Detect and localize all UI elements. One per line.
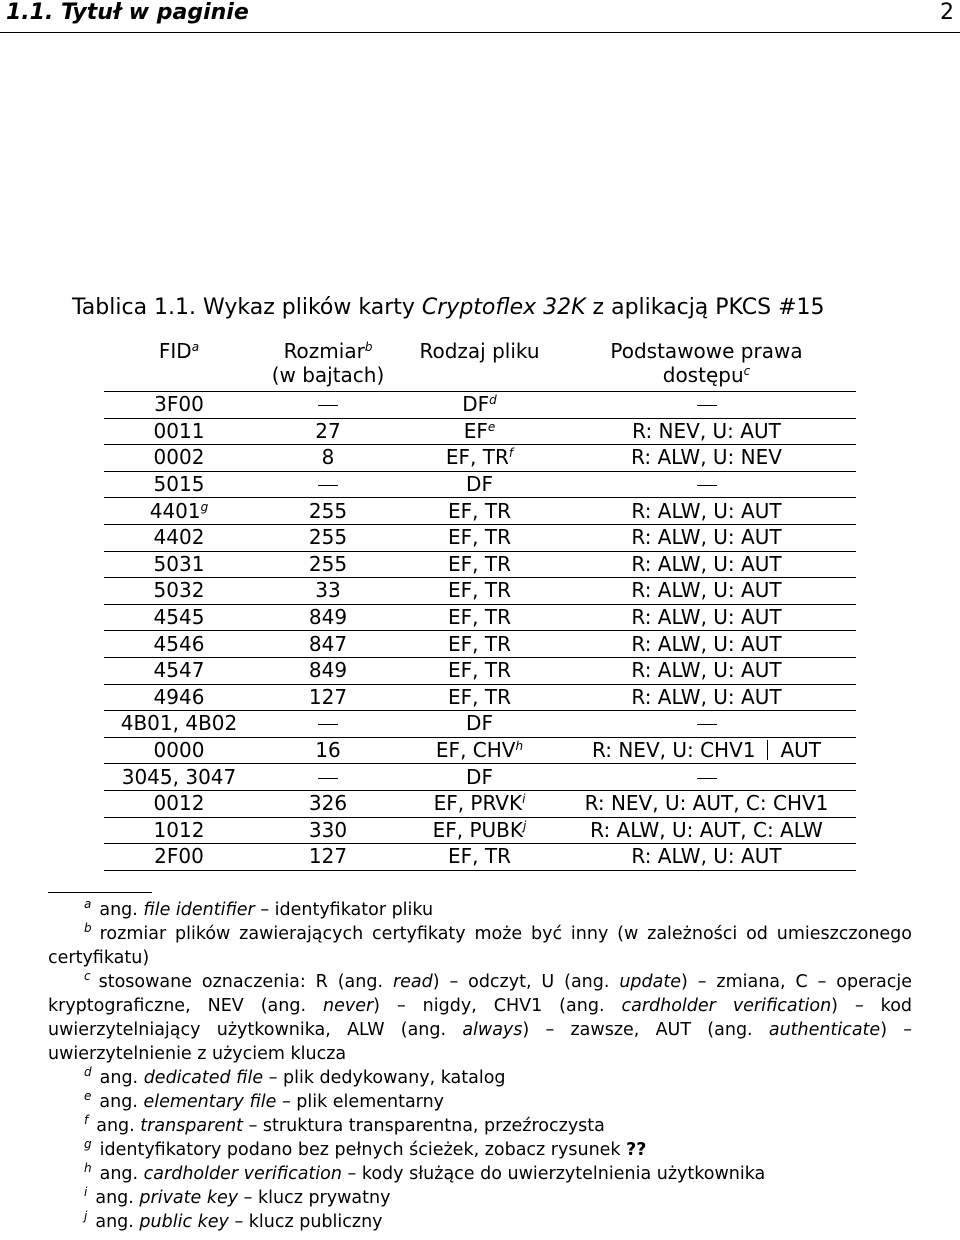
table-row [104,631,856,658]
cell-type [402,844,557,871]
table-caption [72,295,825,320]
footnote-ref: h [515,739,524,754]
cell-rights [557,578,856,605]
footnote-mark: e [84,1089,92,1103]
cell-rights [557,498,856,525]
table-row [104,657,856,684]
footnote-term: dedicated file [143,1068,264,1088]
table-body [104,392,856,871]
footnote-rule [48,892,152,893]
cell-text: 4402 [153,525,205,550]
footnote-d [48,1066,912,1090]
table-row [104,764,856,791]
footnote-term: private key [139,1188,239,1208]
cell-text: EF, TR [445,445,509,470]
cell-type [402,524,557,551]
cell-text: R: ALW, U: AUT [631,525,782,550]
footnote-ref: g [200,499,209,514]
cell-size [254,711,402,738]
cell-type [402,418,557,445]
page-number: 2 [940,0,954,25]
cell-size [254,764,402,791]
table-row [104,498,856,525]
cell-text: R: ALW, U: AUT [631,844,782,869]
table-row [104,790,856,817]
cell-fid [104,524,254,551]
footnote-text: ) – odczyt, U (ang. [432,972,620,992]
caption-prefix: Tablica 1.1. Wykaz plików karty [72,295,422,320]
cell-text: 849 [308,605,348,630]
footnote-ref: d [489,393,497,408]
cell-type [402,790,557,817]
cell-text: R: ALW, U: NEV [631,445,782,470]
cell-rights [557,711,856,738]
footnote-text: rozmiar plików zawierających certyfikaty może być inny (w zależności od umieszczonego certyfikatu) [48,924,912,968]
footnote-h [48,1162,912,1186]
cell-type [402,711,557,738]
footnote-mark: b [84,921,92,935]
cell-size [254,524,402,551]
footnote-text: – struktura transparentna, przeźroczysta [243,1116,605,1136]
cell-text: 4547 [153,658,205,683]
header-rights-label-2: dostępu [662,363,744,387]
cell-text: 5015 [153,472,205,497]
cell-rights [557,790,856,817]
footnote-ref: b [364,340,373,354]
dash [318,485,338,486]
footnote-text: ) – zawsze, AUT (ang. [522,1020,769,1040]
cell-size [254,418,402,445]
footnote-term: authenticate [768,1020,881,1040]
cell-text: 326 [308,791,348,816]
footnote-mark: a [84,897,92,911]
footnote-text: stosowane oznaczenia: R (ang. [98,972,393,992]
cell-text: R: NEV, U: AUT, C: CHV1 [584,791,829,816]
cell-rights [557,392,856,419]
cell-text: 4401 [149,498,201,523]
cell-text: 847 [308,631,348,656]
cell-rights [557,684,856,711]
footnote-term: always [462,1020,523,1040]
cell-size [254,844,402,871]
cell-text: 5031 [153,551,205,576]
footnote-text: ang. [99,1068,144,1088]
footnote-mark: c [84,969,91,983]
footnote-ref: e [487,419,496,434]
table-row [104,524,856,551]
footnotes [48,898,912,1234]
cell-text: 4545 [153,605,205,630]
footnote-text: ang. [95,1188,140,1208]
header-type-label: Rodzaj pliku [419,339,540,363]
table-header-row [104,338,856,392]
cell-text: R: ALW, U: AUT [631,658,782,683]
footnote-term: file identifier [143,900,255,920]
cell-text: EF, PRVK [433,791,523,816]
footnote-b [48,922,912,970]
cell-rights [557,631,856,658]
footnote-e [48,1090,912,1114]
cell-text: EF, TR [448,605,511,630]
footnote-text: ) – zmiana, C – operacje kryptograficzne, NEV (ang. [48,972,913,1016]
cell-fid [104,498,254,525]
cell-text: DF [462,392,490,417]
footnote-term: cardholder verification [143,1164,342,1184]
cell-rights [557,418,856,445]
footnote-text: ) – nigdy, CHV1 (ang. [373,996,622,1016]
cell-text: EF, TR [448,844,511,869]
footnote-text: ?? [626,1140,647,1160]
dash [318,778,338,779]
footnote-text: – klucz prywatny [238,1188,391,1208]
cell-type [402,551,557,578]
cell-fid [104,471,254,498]
cell-rights [557,737,856,764]
cell-text: 4546 [153,631,205,656]
dash [697,405,717,406]
footnote-mark: j [84,1209,88,1223]
cell-text: 0012 [153,791,205,816]
cell-text: DF [466,711,493,736]
cell-fid [104,578,254,605]
cell-text: 8 [321,445,335,470]
cell-text: EF, CHV [435,738,516,763]
dash [697,485,717,486]
cell-text: EF, TR [448,631,511,656]
footnote-term: elementary file [143,1092,277,1112]
cell-fid [104,790,254,817]
cell-fid [104,817,254,844]
footnote-mark: g [84,1137,92,1151]
cell-type [402,684,557,711]
cell-text: 1012 [153,817,205,842]
table-row [104,817,856,844]
table-row [104,844,856,871]
cell-text: 16 [315,738,341,763]
footnote-text: identyfikatory podano bez pełnych ścieżek, zobacz rysunek [99,1140,627,1160]
cell-text: EF, TR [448,498,511,523]
cell-text: 5032 [153,578,205,603]
dash [697,724,717,725]
footnote-term: read [392,972,433,992]
cell-type [402,445,557,472]
footnote-i [48,1186,912,1210]
cell-rights [557,471,856,498]
cell-text: 255 [308,498,348,523]
cell-text: DF [466,764,493,789]
dash [318,405,338,406]
cell-text: 255 [308,551,348,576]
header-rights-label: Podstawowe prawa [610,339,803,363]
cell-rights [557,657,856,684]
footnote-ref: c [743,364,751,378]
cell-fid [104,737,254,764]
footnote-text: – klucz publiczny [228,1212,383,1232]
cell-rights [557,844,856,871]
alternative-bar [767,740,768,760]
table-row [104,392,856,419]
caption-suffix: z aplikacją PKCS #15 [585,295,825,320]
footnote-mark: h [84,1161,92,1175]
table-row [104,684,856,711]
cell-size [254,817,402,844]
footnote-text: – identyfikator pliku [254,900,434,920]
cell-text: AUT [780,738,822,763]
cell-size [254,631,402,658]
cell-type [402,392,557,419]
footnote-term: transparent [140,1116,244,1136]
cell-text: 0000 [153,738,205,763]
footnote-ref: f [508,446,514,461]
cell-type [402,604,557,631]
cell-size [254,737,402,764]
footnote-text: – plik dedykowany, katalog [263,1068,506,1088]
cell-type [402,657,557,684]
cell-rights [557,524,856,551]
cell-type [402,631,557,658]
cell-text: R: NEV, U: CHV1 [591,738,756,763]
cell-text: 255 [308,525,348,550]
table-row [104,551,856,578]
caption-italic: Cryptoflex 32K [421,295,586,320]
cell-text: 4946 [153,684,205,709]
header-type [402,338,557,392]
cell-size [254,604,402,631]
cell-fid [104,764,254,791]
footnote-text: ) – uwierzytelnienie z użyciem klucza [48,1020,913,1064]
header-fid-label: FID [158,339,192,363]
footnote-c [48,970,912,1066]
cell-size [254,392,402,419]
footnote-text: – kody służące do uwierzytelnienia użytkownika [341,1164,766,1184]
cell-rights [557,551,856,578]
header-fid [104,338,254,392]
cell-size [254,551,402,578]
cell-text: R: ALW, U: AUT [631,605,782,630]
cell-text: EF [463,418,488,443]
cell-text: EF, TR [448,658,511,683]
footnote-mark: i [84,1185,88,1199]
cell-fid [104,631,254,658]
cell-size [254,578,402,605]
cell-text: 3F00 [154,392,204,417]
cell-fid [104,684,254,711]
table-row [104,578,856,605]
running-title: 1.1. Tytuł w paginie [6,0,249,25]
footnote-ref: i [522,792,526,807]
footnote-text: ang. [99,900,144,920]
footnote-g [48,1138,912,1162]
footnote-text: ) – kod uwierzytelniający użytkownika, ALW (ang. [48,996,913,1040]
header-size-unit: (w bajtach) [271,363,385,387]
header-size [254,338,402,392]
cell-type [402,817,557,844]
cell-text: EF, TR [448,578,511,603]
cell-text: 127 [308,684,348,709]
cell-text: R: ALW, U: AUT [631,551,782,576]
cell-size [254,445,402,472]
cell-size [254,471,402,498]
footnote-term: cardholder verification [621,996,832,1016]
cell-text: 0011 [153,418,205,443]
cell-text: 330 [308,817,348,842]
cell-fid [104,445,254,472]
cell-type [402,498,557,525]
cell-fid [104,551,254,578]
cell-type [402,471,557,498]
cell-text: EF, TR [448,684,511,709]
cell-text: 2F00 [154,844,204,869]
cell-size [254,790,402,817]
footnote-term: public key [139,1212,229,1232]
footnote-text: – plik elementarny [276,1092,445,1112]
cell-text: R: NEV, U: AUT [632,418,781,443]
cell-fid [104,657,254,684]
footnote-mark: f [84,1113,89,1127]
footnote-f [48,1114,912,1138]
cell-rights [557,764,856,791]
footnote-text: ang. [99,1164,144,1184]
cell-text: 0002 [153,445,205,470]
table-row [104,418,856,445]
cell-fid [104,604,254,631]
cell-text: DF [466,472,493,497]
header-size-label: Rozmiar [283,339,365,363]
cell-fid [104,418,254,445]
cell-text: 3045, 3047 [121,764,237,789]
dash [318,724,338,725]
footnote-ref: a [191,340,200,354]
footnote-mark: d [84,1065,92,1079]
table-row [104,604,856,631]
cell-size [254,498,402,525]
cell-fid [104,844,254,871]
footnote-text: ang. [95,1212,140,1232]
dash [697,778,717,779]
cell-text: R: ALW, U: AUT [631,578,782,603]
cell-fid [104,392,254,419]
cell-rights [557,604,856,631]
table-row [104,737,856,764]
cell-text: EF, TR [448,525,511,550]
table-row [104,711,856,738]
cell-type [402,764,557,791]
cell-text: 33 [315,578,341,603]
header-rights [557,338,856,392]
footnote-text: ang. [99,1092,144,1112]
cell-fid [104,711,254,738]
cell-text: EF, PUBK [432,817,524,842]
cell-text: 849 [308,658,348,683]
table-row [104,471,856,498]
footnote-a [48,898,912,922]
footnote-term: never [322,996,374,1016]
footnote-term: update [619,972,682,992]
footnote-j [48,1210,912,1234]
cell-rights [557,445,856,472]
table-row [104,445,856,472]
cell-size [254,684,402,711]
cell-text: R: ALW, U: AUT [631,684,782,709]
cell-text: 27 [315,418,341,443]
cell-type [402,737,557,764]
cell-text: EF, TR [448,551,511,576]
cell-text: R: ALW, U: AUT [631,631,782,656]
cell-rights [557,817,856,844]
cell-text: 127 [308,844,348,869]
cell-text: R: ALW, U: AUT, C: ALW [590,817,823,842]
cell-text: 4B01, 4B02 [120,711,238,736]
running-header [0,0,960,33]
files-table [104,338,856,871]
cell-size [254,657,402,684]
footnote-ref: j [523,818,527,833]
cell-type [402,578,557,605]
cell-text: R: ALW, U: AUT [631,498,782,523]
footnote-text: ang. [96,1116,141,1136]
